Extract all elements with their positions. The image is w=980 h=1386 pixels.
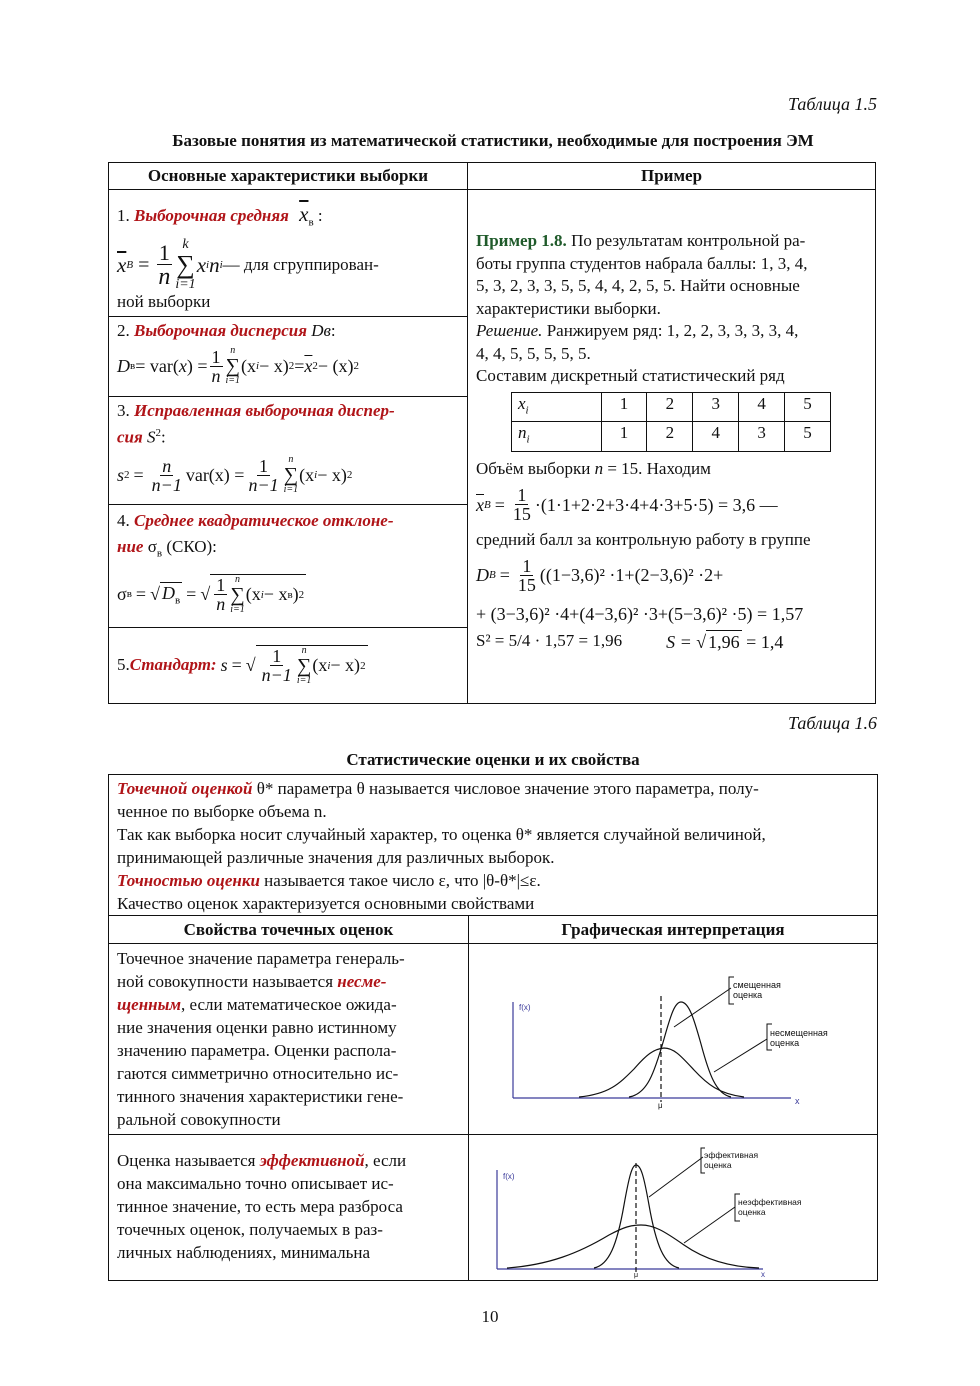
header-properties: Свойства точечных оценок: [109, 916, 469, 944]
row-unbiased: Точечное значение параметра генераль- ной совокупности называется несме- щенным, если математическое ожида- ние значения оценки равно истинному значению параметра. Оценки распола- гаются симметрично относительно ис- тинного значения характеристики гене- ральной совокупности: [109, 944, 469, 1135]
row-sample-variance: 2. Выборочная дисперсия Dв: D в = var( x ) = $\frac{1}{n}$ n ∑ i=1 (x i − x) 2 = $\overline{x}$ 2 − (x) 2: [109, 317, 468, 397]
page-number: 10: [481, 1307, 499, 1326]
term-standard: Стандарт:: [129, 655, 217, 675]
formula-sample-variance: D в = var( x ) = $\frac{1}{n}$ n ∑ i=1 (x i − x) 2 = $\overline{x}$ 2 − (x) 2: [117, 345, 360, 387]
annotation-inefficient-line1: неэффективная: [738, 1197, 802, 1207]
annotation-efficient-line2: оценка: [704, 1160, 732, 1170]
dispersion-calculation-1: D B = $\frac{1}{15}$ ((1−3,6)² ·1+(2−3,6)² ·2+: [476, 555, 724, 595]
mean-comment: средний балл за контрольную работу в группе: [476, 529, 811, 549]
table-1-6: [108, 774, 878, 1281]
term-unbiased: несме- щенным: [117, 972, 387, 1014]
graph-unbiased: [469, 944, 877, 1128]
formula-standard: s = √ $\frac{1}{n-1}$ n ∑ i=1 (x i − x) 2: [220, 644, 366, 686]
annotation-pointer-1: [674, 988, 731, 1027]
formula-sample-mean: $\overline{x}$ B = $\frac{1}{n}$ k ∑ i=1 x i n i — для сгруппирован-: [117, 237, 379, 293]
header-characteristics: Основные характеристики выборки: [109, 163, 468, 190]
x-axis-label: x: [761, 1270, 765, 1279]
example-cell: [468, 190, 876, 704]
annotation-unbiased-line1: несмещенная: [770, 1028, 828, 1038]
formula-std-deviation: σ в = √ $D_в$ = √ $\frac{1}{n}$ n ∑ i=1 (x i − x в ) 2: [117, 573, 305, 615]
annotation-pointer-2: [714, 1039, 767, 1072]
y-axis-label: f(x): [519, 1003, 531, 1012]
annotation-pointer-1: [649, 1157, 703, 1197]
biased-curve: [629, 1002, 731, 1097]
term-sample-variance: Выборочная дисперсия: [134, 321, 308, 341]
term-corrected-variance: Исправленная выборочная диспер-: [134, 401, 395, 421]
row-corrected-variance: 3. Исправленная выборочная диспер- сия $S^2$: s 2 = $\frac{n}{n-1}$ var(x) = $\frac{1}{n-1}$ n ∑ i=1 (x i − x) 2: [109, 397, 468, 505]
term-efficient: эффективной: [259, 1151, 365, 1170]
mean-calculation: $\overline{x}$ B = $\frac{1}{15}$ ·(1·1+2·2+3·4+4·3+5·5) = 3,6 —: [476, 485, 778, 525]
row-standard: 5. Стандарт: s = √ $\frac{1}{n-1}$ n ∑ i=1 (x i − x) 2: [109, 628, 468, 704]
intro-cell: Точечной оценкой θ* параметра θ называется числовое значение этого параметра, полу- ченное по выборке объема n. Так как выборка носит случайный характер, то оценка θ* является случайной величиной, принимающей различные значения для различных выборок. Точностью оценки называется такое число ε, что |θ-θ*|≤ε. Качество оценок характеризуется основными свойствами: [109, 775, 878, 916]
example-text: Пример 1.8. По результатам контрольной ра- боты группа студентов набрала баллы: 1, 3, 4, 5, 3, 2, 3, 3, 5, 5, 4, 4, 2, 5, 5. Найти основные характеристики выборки. Решение. Ранжируем ряд: 1, 2, 2, 3, 3, 3, 3, 4, 4, 4, 5, 5, 5, 5, 5. Составим дискретный статистический ряд: [476, 231, 808, 385]
y-axis-label: f(x): [503, 1172, 515, 1181]
term-estimate-accuracy: Точностью оценки: [117, 871, 260, 890]
mu-label: μ: [634, 1272, 639, 1279]
row-efficient: Оценка называется эффективной, если она максимально точно описывает ис- тинное значение, то есть мера разброса точечных оценок, получаемых в раз- личных наблюдениях, минимальна: [109, 1135, 469, 1281]
table-1-5: [108, 162, 876, 704]
x-axis-label: x: [795, 1096, 800, 1106]
annotation-pointer-2: [684, 1207, 735, 1243]
annotation-efficient-line1: эффективная: [704, 1150, 759, 1160]
table-1-5-caption: Таблица 1.5: [787, 94, 877, 114]
table-1-5-title: Базовые понятия из математической статистики, необходимые для построения ЭМ: [172, 131, 814, 150]
graph-efficient: [469, 1135, 877, 1279]
mu-label: μ: [658, 1101, 663, 1110]
annotation-inefficient-line2: оценка: [738, 1207, 766, 1217]
header-example: Пример: [468, 163, 876, 190]
table-1-6-caption: Таблица 1.6: [787, 713, 877, 733]
inefficient-curve: [507, 1225, 759, 1268]
table-1-6-title: Статистические оценки и их свойства: [346, 750, 640, 769]
row-std-deviation: 4. Среднее квадратическое отклоне- ние $\sigma_в$ (СКО): σ в = √ $D_в$ = √ $\frac{1}{n}$ n ∑ i=1 (x i − x в ) 2: [109, 505, 468, 628]
header-graphic: Графическая интерпретация: [469, 916, 878, 944]
row-sample-mean: 1. Выборочная средняя $\overline{x}_в$ : $\overline{x}$ B = $\frac{1}{n}$ k ∑ i=1 x i n i — для сгруппирован- ной выборки: [109, 190, 468, 317]
annotation-unbiased-line2: оценка: [770, 1038, 800, 1048]
std-calculation: S² = 5/4 · 1,57 = 1,96 S = √ 1,96 = 1,4: [476, 631, 784, 652]
graph-efficient-cell: [469, 1135, 878, 1281]
formula-corrected-variance: s 2 = $\frac{n}{n-1}$ var(x) = $\frac{1}{n-1}$ n ∑ i=1 (x i − x) 2: [117, 454, 353, 496]
term-point-estimate: Точечной оценкой: [117, 779, 253, 798]
annotation-biased-line2: оценка: [733, 990, 763, 1000]
dispersion-calculation-2: + (3−3,6)² ·4+(4−3,6)² ·3+(5−3,6)² ·5) = 1,57: [476, 604, 804, 625]
term-sample-mean: Выборочная средняя: [134, 206, 289, 225]
volume-line: Объём выборки n = 15. Находим: [476, 459, 711, 479]
example-label: Пример 1.8.: [476, 231, 567, 250]
annotation-biased-line1: смещенная: [733, 980, 781, 990]
graph-unbiased-cell: [469, 944, 878, 1135]
discrete-series-table: $x_i$ 1 2 3 4 5 $n_i$ 1 2 4 3 5: [511, 392, 831, 453]
term-std-deviation: Среднее квадратическое отклоне-: [134, 511, 394, 531]
